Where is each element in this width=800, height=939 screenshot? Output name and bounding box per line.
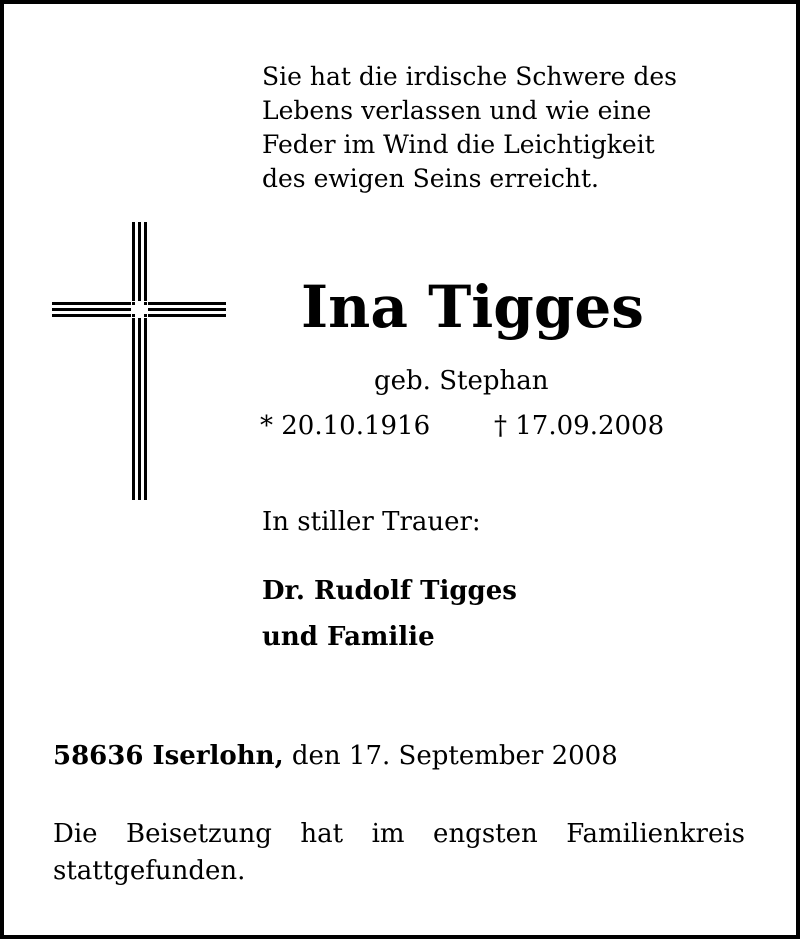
funeral-notice-line: stattgefunden. bbox=[53, 856, 246, 886]
memorial-quote bbox=[262, 60, 677, 196]
quote-line: des ewigen Seins erreicht. bbox=[262, 164, 599, 193]
deceased-name: Ina Tigges bbox=[301, 273, 644, 341]
funeral-notice bbox=[53, 816, 745, 890]
quote-line: Lebens verlassen und wie eine bbox=[262, 96, 652, 125]
mourner-name: Dr. Rudolf Tigges bbox=[262, 576, 517, 606]
place-date-line bbox=[53, 743, 618, 769]
place: 58636 Iserlohn, bbox=[53, 741, 284, 771]
maiden-name: geb. Stephan bbox=[374, 366, 549, 396]
death-date: † 17.09.2008 bbox=[494, 411, 665, 441]
date: den 17. September 2008 bbox=[283, 741, 618, 771]
cross-icon bbox=[50, 220, 230, 502]
quote-line: Sie hat die irdische Schwere des bbox=[262, 62, 677, 91]
mourning-intro: In stiller Trauer: bbox=[262, 507, 481, 537]
birth-date: * 20.10.1916 bbox=[260, 411, 431, 441]
mourner-family: und Familie bbox=[262, 622, 435, 652]
quote-line: Feder im Wind die Leichtigkeit bbox=[262, 130, 655, 159]
funeral-notice-line: Die Beisetzung hat im engsten Familienkreis bbox=[53, 819, 745, 849]
